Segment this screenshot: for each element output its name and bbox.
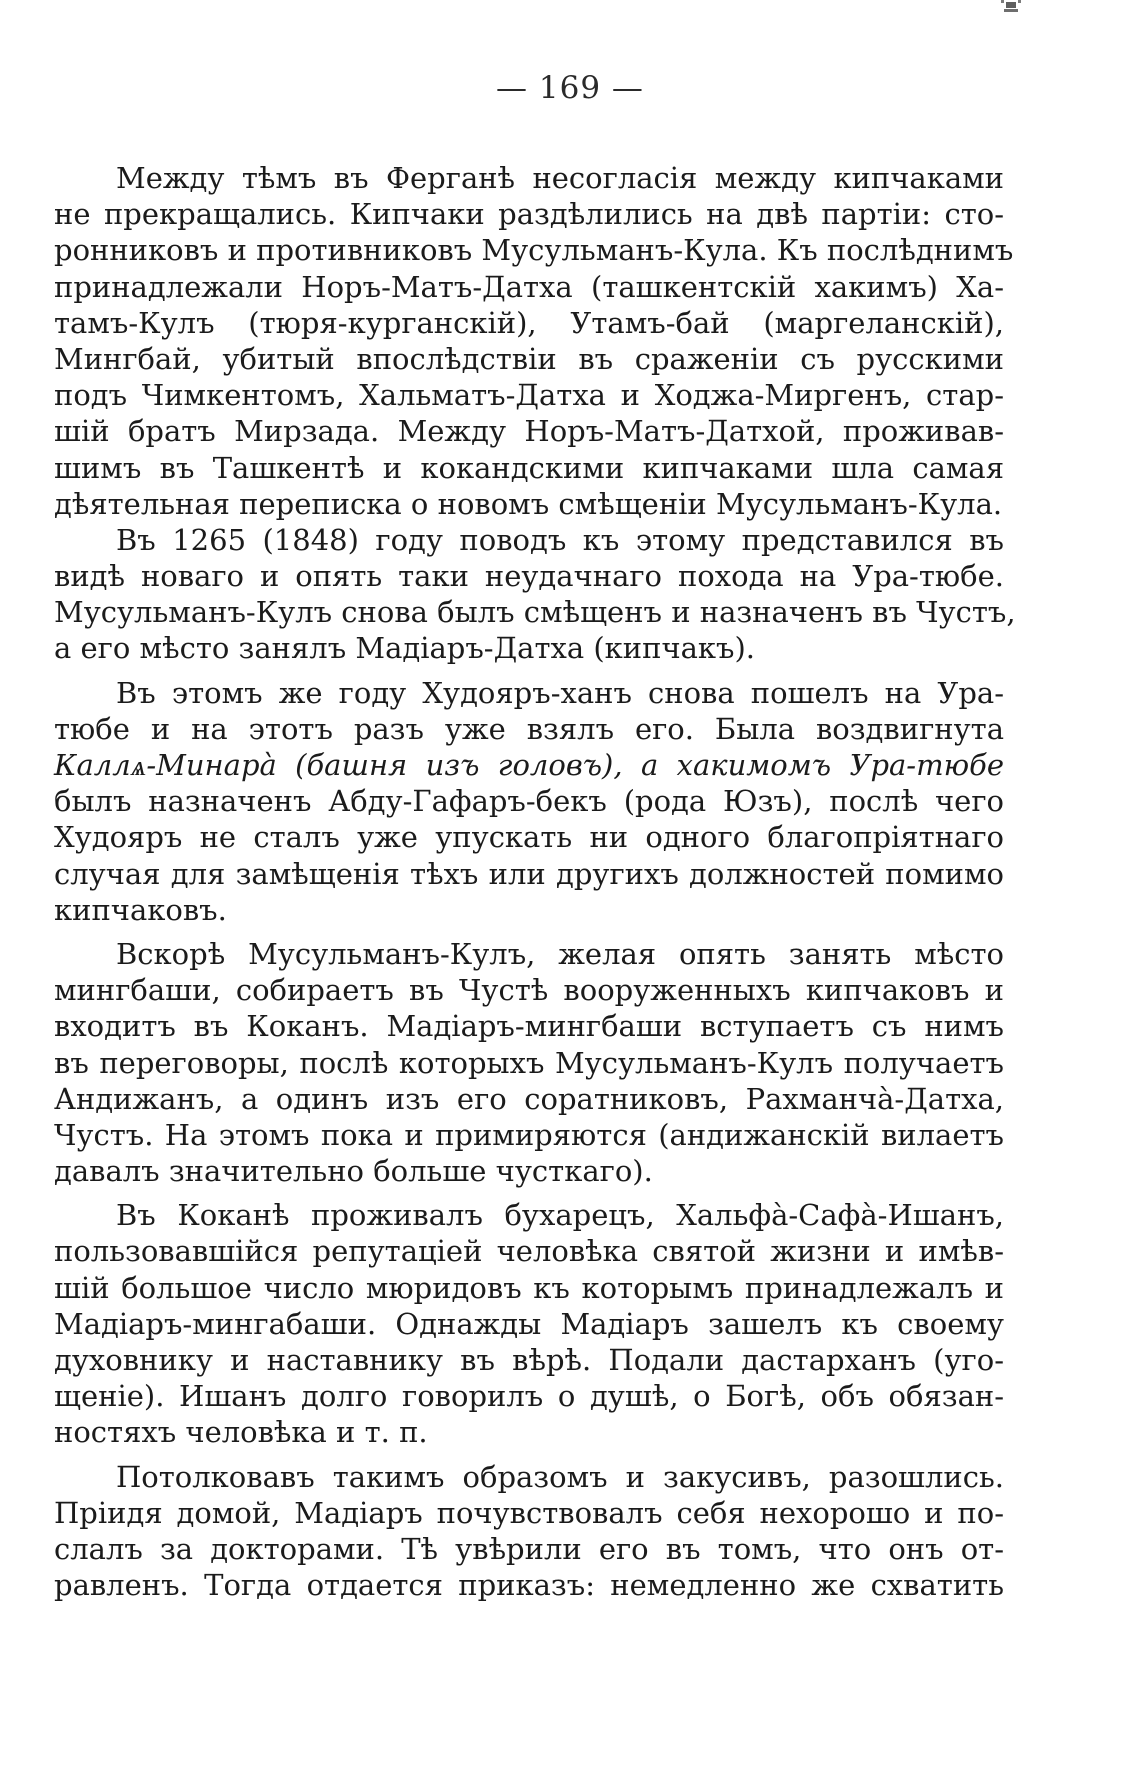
text-line: Потолковавъ такимъ образомъ и закусивъ, разошлись. bbox=[116, 1459, 1004, 1494]
body-text bbox=[54, 160, 1016, 1603]
text-line: въ переговоры, послѣ которыхъ Мусульманъ-Кулъ получаетъ bbox=[54, 1045, 1004, 1080]
text-line: Мусульманъ-Кулъ снова былъ смѣщенъ и назначенъ въ Чустъ, bbox=[54, 595, 1016, 630]
text-line: Въ 1265 (1848) году поводъ къ этому представился въ bbox=[116, 522, 1004, 557]
text-line: входитъ въ Коканъ. Мадіаръ-мингбаши вступаетъ съ нимъ bbox=[54, 1009, 1004, 1044]
text-line: ронниковъ и противниковъ Мусульманъ-Кула. Къ послѣднимъ bbox=[54, 233, 1014, 268]
text-line: духовнику и наставнику въ вѣрѣ. Подали дастарханъ (уго- bbox=[54, 1343, 1004, 1377]
paragraph-gap bbox=[54, 667, 1004, 675]
text-line: пользовавшійся репутаціей человѣка святой жизни и имѣв- bbox=[54, 1234, 1004, 1269]
text-line: Худояръ не сталъ уже упускать ни одного благопріятнаго bbox=[54, 820, 1004, 855]
text-line: Чустъ. На этомъ пока и примиряются (андижанскій вилаетъ bbox=[54, 1117, 1004, 1152]
text-line: Вскорѣ Мусульманъ-Кулъ, желая опять занять мѣсто bbox=[116, 936, 1004, 971]
text-line: а его мѣсто занялъ Мадіаръ-Датха (кипчакъ). bbox=[54, 631, 756, 666]
text-line: видѣ новаго и опять таки неудачнаго похода на Ура-тюбе. bbox=[54, 559, 1004, 594]
text-line: не прекращались. Кипчаки раздѣлились на двѣ партіи: сто- bbox=[54, 197, 1004, 232]
paragraph-gap bbox=[54, 1451, 1004, 1459]
text-line: давалъ значительно больше чусткаго). bbox=[54, 1154, 653, 1189]
text-line: Мингбай, убитый впослѣдствіи въ сраженіи съ русскими bbox=[54, 341, 1004, 376]
paragraph-gap bbox=[54, 928, 1004, 936]
text-line: равленъ. Тогда отдается приказъ: немедленно же схватить bbox=[54, 1568, 1004, 1603]
page-number: — 169 — bbox=[496, 70, 644, 106]
text-line: Въ Коканѣ проживалъ бухарецъ, Хальфà-Сафà-Ишанъ, bbox=[116, 1198, 1004, 1233]
paragraph-gap bbox=[54, 1189, 1004, 1197]
text-line: шимъ въ Ташкентѣ и кокандскими кипчаками шла самая bbox=[54, 450, 1004, 485]
text-line: дѣятельная переписка о новомъ смѣщеніи Мусульманъ-Кула. bbox=[54, 486, 1003, 521]
text-line: Каллѧ-Минарà (башня изъ головъ), а хакимомъ Ура-тюбе bbox=[54, 748, 1004, 782]
text-line: мингбаши, собираетъ въ Чустѣ вооруженныхъ кипчаковъ и bbox=[54, 973, 1004, 1008]
text-line: тюбе и на этотъ разъ уже взялъ его. Была воздвигнута bbox=[54, 711, 1004, 746]
text-line: ностяхъ человѣка и т. п. bbox=[54, 1415, 428, 1450]
print-blot-mark bbox=[1000, 0, 1024, 18]
text-line: Пріидя домой, Мадіаръ почувствовалъ себя нехорошо и по- bbox=[54, 1495, 1004, 1530]
text-line: Между тѣмъ въ Ферганѣ несогласія между кипчаками bbox=[116, 161, 1004, 195]
text-line: Мадіаръ-мингабаши. Однажды Мадіаръ зашелъ къ своему bbox=[54, 1306, 1004, 1341]
text-line: Андижанъ, а одинъ изъ его соратниковъ, Рахманчà-Датха, bbox=[54, 1081, 1004, 1116]
text-line: случая для замѣщенія тѣхъ или другихъ должностей помимо bbox=[54, 856, 1004, 891]
text-line: слалъ за докторами. Тѣ увѣрили его въ томъ, что онъ от- bbox=[54, 1531, 1004, 1566]
text-line: подъ Чимкентомъ, Хальматъ-Датха и Ходжа-Миргенъ, стар- bbox=[54, 378, 1004, 413]
text-line: шій большое число мюридовъ къ которымъ принадлежалъ и bbox=[54, 1270, 1004, 1305]
text-line: принадлежали Норъ-Матъ-Датха (ташкентскій хакимъ) Ха- bbox=[54, 269, 1004, 304]
text-line: щеніе). Ишанъ долго говорилъ о душѣ, о Богѣ, объ обязан- bbox=[54, 1379, 1004, 1414]
text-line: тамъ-Кулъ (тюря-курганскій), Утамъ-бай (маргеланскій), bbox=[54, 305, 1004, 340]
text-line: былъ назначенъ Абду-Гафаръ-бекъ (рода Юзъ), послѣ чего bbox=[54, 784, 1004, 819]
text-line: кипчаковъ. bbox=[54, 892, 227, 927]
text-line: Въ этомъ же году Худояръ-ханъ снова пошелъ на Ура- bbox=[116, 675, 1004, 710]
text-line: шій братъ Мирзада. Между Норъ-Матъ-Датхой, проживав- bbox=[54, 414, 1004, 449]
